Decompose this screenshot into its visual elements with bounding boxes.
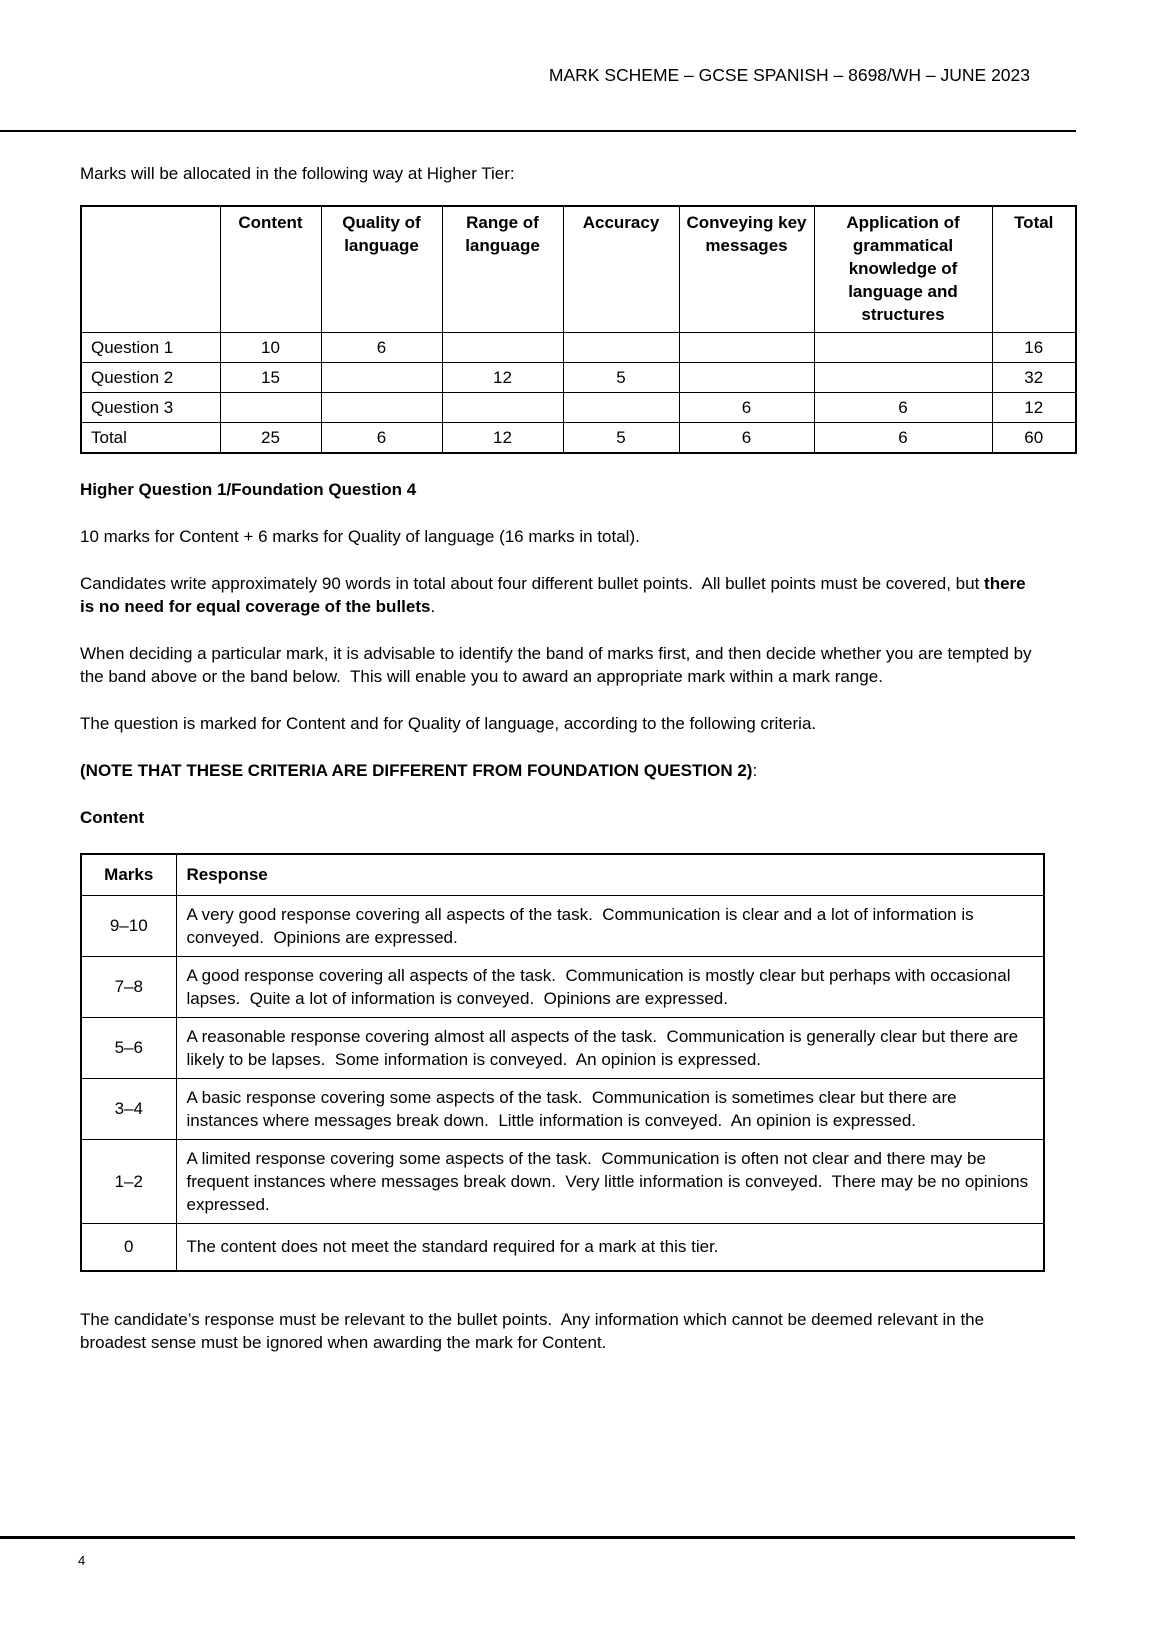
table-cell <box>220 393 321 423</box>
footer-divider <box>0 1536 1075 1539</box>
table-cell: 6 <box>814 423 992 454</box>
column-header-marks: Marks <box>81 854 176 895</box>
row-label: Question 2 <box>81 363 220 393</box>
table-cell: 6 <box>814 393 992 423</box>
table-cell <box>442 333 563 363</box>
column-header-application: Application of grammatical knowledge of language and structures <box>814 206 992 333</box>
section-heading: Higher Question 1/Foundation Question 4 <box>80 480 417 499</box>
table-cell: 15 <box>220 363 321 393</box>
table-cell: 6 <box>679 393 814 423</box>
content-heading: Content <box>80 808 145 827</box>
row-label: Question 3 <box>81 393 220 423</box>
paragraph-band-advice: When deciding a particular mark, it is advisable to identify the band of marks first, and then decide whether you are tempted by the band above or the band below. This will enable you to award an appropriate mark within a mark range. <box>80 644 1037 686</box>
marks-band: 5–6 <box>81 1017 176 1078</box>
table-cell <box>321 363 442 393</box>
table-cell: 12 <box>992 393 1076 423</box>
band-descriptor: A limited response covering some aspects of the task. Communication is often not clear and there may be frequent instances where messages break down. Very little information is conveyed. There may be no opinions expressed. <box>176 1139 1044 1223</box>
criteria-row-7-8 <box>81 956 1044 1017</box>
table-cell <box>563 333 679 363</box>
table-cell <box>563 393 679 423</box>
paragraph-marking-criteria: The question is marked for Content and for Quality of language, according to the following criteria. <box>80 714 817 733</box>
page-header <box>549 64 1030 87</box>
header-title: MARK SCHEME – GCSE SPANISH – 8698/WH – JUNE 2023 <box>548 65 1030 85</box>
marks-allocation-table <box>80 205 1077 454</box>
column-header-quality: Quality of language <box>321 206 442 333</box>
note-colon: : <box>752 761 758 780</box>
allocation-header-row <box>81 206 1076 333</box>
table-cell: 6 <box>679 423 814 454</box>
paragraph-marks-summary: 10 marks for Content + 6 marks for Quality of language (16 marks in total). <box>80 527 640 546</box>
table-cell: 12 <box>442 363 563 393</box>
marks-band: 9–10 <box>81 895 176 956</box>
table-cell: 6 <box>321 333 442 363</box>
table-cell: 32 <box>992 363 1076 393</box>
table-row-question-3 <box>81 393 1076 423</box>
column-header-response: Response <box>176 854 1044 895</box>
page-number: 4 <box>78 1553 86 1568</box>
table-cell <box>814 363 992 393</box>
intro-text: Marks will be allocated in the following way at Higher Tier: <box>80 164 515 183</box>
band-descriptor: A very good response covering all aspects of the task. Communication is clear and a lot of information is conveyed. Opinions are expressed. <box>176 895 1044 956</box>
table-row-question-1 <box>81 333 1076 363</box>
paragraph-candidates-text: Candidates write approximately 90 words in total about four different bullet points. All bullet points must be covered, but <box>80 574 985 593</box>
marks-band: 1–2 <box>81 1139 176 1223</box>
table-cell: 6 <box>321 423 442 454</box>
content-criteria-table <box>80 853 1045 1272</box>
paragraph-candidates <box>80 572 1032 618</box>
table-cell: 10 <box>220 333 321 363</box>
note-paragraph <box>80 759 1032 782</box>
table-cell: 5 <box>563 363 679 393</box>
criteria-row-9-10 <box>81 895 1044 956</box>
table-cell: 16 <box>992 333 1076 363</box>
column-header-accuracy: Accuracy <box>563 206 679 333</box>
column-header-content: Content <box>220 206 321 333</box>
criteria-header-row <box>81 854 1044 895</box>
table-row-total <box>81 423 1076 454</box>
band-descriptor: A good response covering all aspects of the task. Communication is mostly clear but perhaps with occasional lapses. Quite a lot of information is conveyed. Opinions are expressed. <box>176 956 1044 1017</box>
table-cell: 25 <box>220 423 321 454</box>
header-divider <box>0 130 1076 132</box>
page-content <box>80 150 1078 1354</box>
table-cell <box>679 363 814 393</box>
band-descriptor: The content does not meet the standard required for a mark at this tier. <box>176 1223 1044 1271</box>
note-bold-text: (NOTE THAT THESE CRITERIA ARE DIFFERENT FROM FOUNDATION QUESTION 2) <box>80 761 753 780</box>
paragraph-candidates-period: . <box>430 597 436 616</box>
table-cell: 12 <box>442 423 563 454</box>
table-row-question-2 <box>81 363 1076 393</box>
marks-band: 7–8 <box>81 956 176 1017</box>
criteria-row-3-4 <box>81 1078 1044 1139</box>
row-label: Question 1 <box>81 333 220 363</box>
table-cell <box>442 393 563 423</box>
table-cell <box>814 333 992 363</box>
column-header-range: Range of language <box>442 206 563 333</box>
criteria-row-5-6 <box>81 1017 1044 1078</box>
criteria-row-0 <box>81 1223 1044 1271</box>
band-descriptor: A basic response covering some aspects of the task. Communication is sometimes clear but there are instances where messages break down. Little information is conveyed. An opinion is expressed. <box>176 1078 1044 1139</box>
table-cell: 5 <box>563 423 679 454</box>
table-cell: 60 <box>992 423 1076 454</box>
empty-corner-cell <box>81 206 220 333</box>
band-descriptor: A reasonable response covering almost all aspects of the task. Communication is generally clear but there are likely to be lapses. Some information is conveyed. An opinion is expressed. <box>176 1017 1044 1078</box>
row-label: Total <box>81 423 220 454</box>
criteria-row-1-2 <box>81 1139 1044 1223</box>
table-cell <box>321 393 442 423</box>
paragraph-candidates-bold: there is no need for equal coverage of the bullets <box>80 574 1031 616</box>
closing-paragraph: The candidate’s response must be relevant to the bullet points. Any information which cannot be deemed relevant in the broadest sense must be ignored when awarding the mark for Content. <box>80 1310 989 1352</box>
marks-band: 3–4 <box>81 1078 176 1139</box>
table-cell <box>679 333 814 363</box>
column-header-conveying: Conveying key messages <box>679 206 814 333</box>
marks-band: 0 <box>81 1223 176 1271</box>
column-header-total: Total <box>992 206 1076 333</box>
